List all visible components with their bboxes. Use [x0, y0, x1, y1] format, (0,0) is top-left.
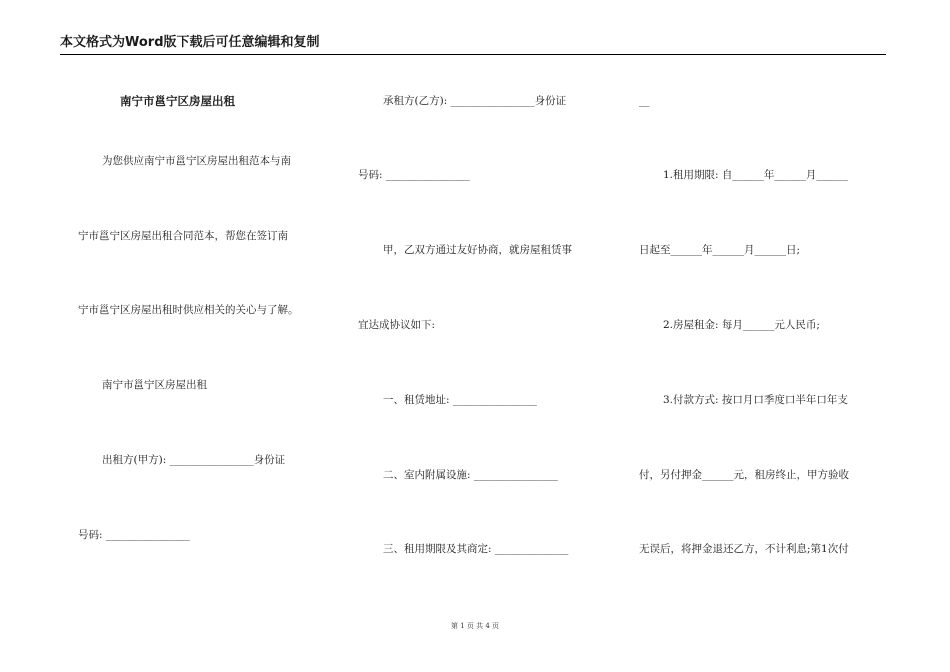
left-subtitle: 南宁市邕宁区房屋出租	[102, 379, 207, 391]
document-header	[60, 36, 886, 55]
facilities-line: 二、室内附属设施: ________________	[383, 469, 558, 481]
lease-term-line: 三、租用期限及其商定: ______________	[383, 543, 569, 555]
left-paragraph-line: 宁市邕宁区房屋出租时供应相关的关心与了解。	[78, 304, 299, 316]
middle-paragraph-line: 甲，乙双方通过友好协商，就房屋租赁事	[383, 244, 572, 256]
term-line: 1.租用期限: 自______年______月______	[663, 169, 848, 181]
rent-line: 2.房屋租金: 每月______元人民币;	[663, 319, 820, 331]
header-text: 本文格式为Word版下载后可任意编辑和复制	[60, 35, 320, 50]
rental-address-line: 一、租赁地址: ________________	[383, 394, 537, 406]
left-paragraph-line: 为您供应南宁市邕宁区房屋出租范本与南	[102, 155, 291, 167]
lessee-id-line: 号码: ________________	[358, 169, 470, 181]
right-fragment-line: __	[639, 95, 650, 107]
document-title: 南宁市邕宁区房屋出租	[120, 94, 235, 108]
term-end-line: 日起至______年______月______日;	[639, 244, 801, 256]
lessor-line: 出租方(甲方): ________________身份证	[102, 454, 286, 466]
page-number: 第 1 页 共 4 页	[450, 622, 500, 630]
lessee-line: 承租方(乙方): ________________身份证	[383, 95, 567, 107]
deposit-line: 付，另付押金______元，租房终止，甲方验收	[639, 469, 849, 481]
payment-method-line: 3.付款方式: 按口月口季度口半年口年支	[663, 394, 848, 406]
middle-paragraph-line: 宜达成协议如下:	[358, 319, 436, 331]
deposit-refund-line: 无误后，将押金退还乙方，不计利息;第1次付	[639, 543, 849, 555]
left-paragraph-line: 宁市邕宁区房屋出租合同范本，帮您在签订南	[78, 230, 288, 242]
lessor-id-line: 号码: ________________	[78, 529, 190, 541]
